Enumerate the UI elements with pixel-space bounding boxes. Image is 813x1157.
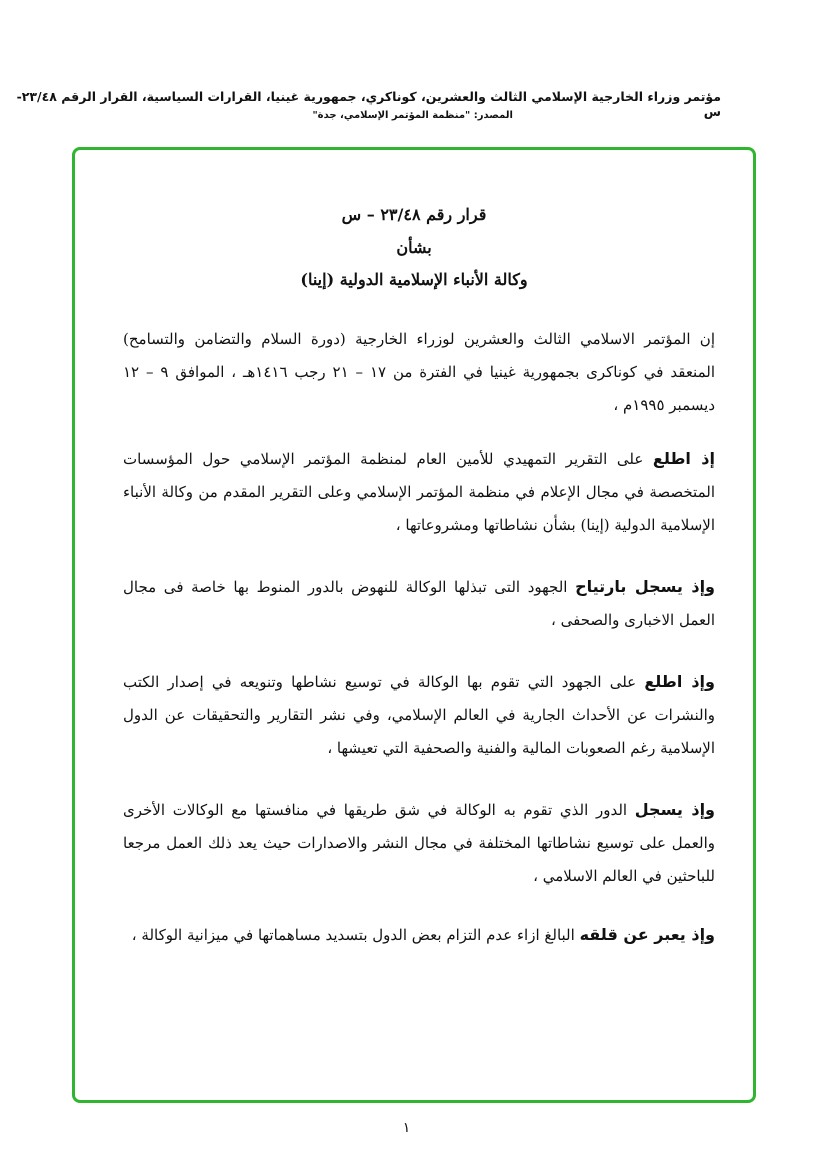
resolution-number: قرار رقم ٢٣/٤٨ – س	[341, 205, 487, 224]
paragraph: وإذ يسجل بارتياح الجهود التى تبذلها الوكالة للنهوض بالدور المنوط بها خاصة فى مجال العمل الاخبارى والصحفى ،	[123, 577, 715, 629]
page-number: ١	[402, 1120, 411, 1136]
paragraph: إن المؤتمر الاسلامي الثالث والعشرين لوزراء الخارجية (دورة السلام والتضامن والتسامح) المنعقد في كوناكرى بجمهورية غينيا في الفترة من ١٧ – ٢١ رجب ١٤١٦هـ ، الموافق ٩ – ١٢ ديسمبر ١٩٩٥م ،	[123, 330, 715, 414]
paragraph-lead: إذ اطلع	[652, 449, 716, 468]
paragraph-lead: وإذ يعبر عن قلقه	[579, 925, 715, 944]
document-header: مؤتمر وزراء الخارجية الإسلامي الثالث والعشرين، كوناكري، جمهورية غينيا، القرارات السياسية، القرار الرقم ٢٣/٤٨-س	[16, 89, 721, 119]
document-source: المصدر: "منظمة المؤتمر الإسلامي، جدة"	[312, 110, 513, 121]
resolution-subject: وكالة الأنباء الإسلامية الدولية (إينا)	[300, 270, 528, 289]
paragraph: وإذ يعبر عن قلقه البالغ ازاء عدم التزام بعض الدول بتسديد مساهماتها في ميزانية الوكالة ،	[131, 925, 715, 944]
resolution-regarding: بشأن	[396, 238, 432, 257]
paragraph: وإذ اطلع على الجهود التي تقوم بها الوكالة في توسيع نشاطها وتنويعه في إصدار الكتب والنشرات عن الأحداث الجارية في العالم الإسلامي، وفي نشر التقارير والتحقيقات عن الدول الإسلامية رغم الصعوبات المالية والفنية والصحفية التي تعيشها ،	[123, 672, 715, 757]
paragraph-lead: وإذ يسجل	[634, 800, 716, 819]
paragraph-lead: وإذ يسجل بارتياح	[575, 577, 715, 596]
paragraph-lead: وإذ اطلع	[644, 672, 715, 691]
paragraph: وإذ يسجل الدور الذي تقوم به الوكالة في شق طريقها في منافستها مع الوكالات الأخرى والعمل على توسيع نشاطاتها المختلفة في مجال النشر والاصدارات حيث يعد ذلك العمل مرجعا للباحثين في العالم الاسلامي ،	[123, 800, 716, 885]
document-frame	[72, 147, 756, 1103]
paragraph: إذ اطلع على التقرير التمهيدي للأمين العام لمنظمة المؤتمر الإسلامي حول المؤسسات المتخصصة في مجال الإعلام في منظمة المؤتمر الإسلامي وعلى التقرير المقدم من وكالة الأنباء الإسلامية الدولية (إينا) بشأن نشاطاتها ومشروعاتها ،	[123, 449, 716, 534]
